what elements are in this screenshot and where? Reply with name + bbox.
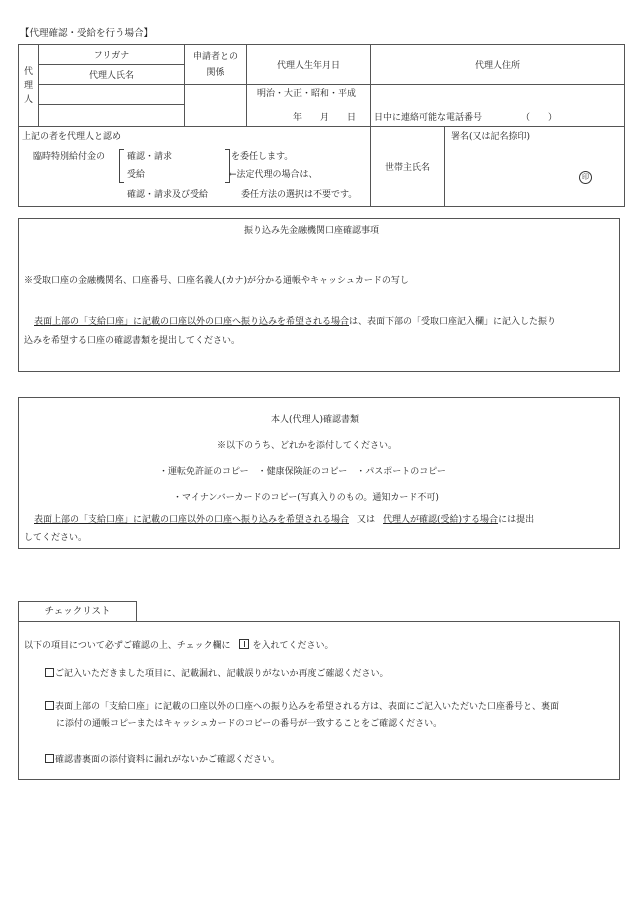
option-receive[interactable]: 受給 bbox=[127, 170, 146, 180]
checkbox-item-2[interactable] bbox=[45, 701, 54, 710]
id-box-subtitle: ※以下のうち、どれかを添付してください。 bbox=[217, 441, 398, 451]
appoint-intro: 上記の者を代理人と認め bbox=[22, 132, 122, 142]
agent-info-table bbox=[18, 44, 625, 207]
furigana-header: フリガナ bbox=[39, 45, 185, 65]
checklist-item-2 bbox=[45, 701, 559, 712]
relationship-text: 申請者との 関係 bbox=[192, 51, 238, 78]
agent-side-text: 代 理 人 bbox=[23, 66, 33, 105]
phone-label: 日中に連絡可能な電話番号 bbox=[374, 113, 483, 123]
birthdate-field[interactable] bbox=[247, 85, 371, 127]
relationship-header bbox=[185, 45, 247, 85]
id-docs-line1: ・運転免許証のコピー ・健康保険証のコピー ・パスポートのコピー bbox=[159, 467, 446, 477]
birthdate-header: 代理人生年月日 bbox=[247, 45, 371, 85]
id-box-title: 本人(代理人)確認書類 bbox=[271, 415, 360, 425]
option-both[interactable]: 確認・請求及び受給 bbox=[127, 190, 209, 200]
legal-note: ←法定代理の場合は、 bbox=[229, 170, 318, 180]
checklist-box bbox=[18, 621, 620, 780]
signature-cell[interactable] bbox=[445, 127, 625, 207]
checkbox-sample-icon bbox=[239, 639, 249, 649]
relationship-field[interactable] bbox=[185, 85, 247, 127]
bank-account-box bbox=[18, 218, 620, 372]
id-cond-line1 bbox=[24, 516, 534, 525]
agent-name-field[interactable] bbox=[39, 105, 185, 127]
checkbox-item-1[interactable] bbox=[45, 668, 54, 677]
address-field[interactable] bbox=[371, 85, 625, 127]
bank-box-title: 振り込み先金融機関口座確認事項 bbox=[244, 226, 380, 236]
date-format: 年 月 日 bbox=[293, 113, 357, 123]
phone-paren: （ ） bbox=[521, 113, 558, 123]
bank-para-line1 bbox=[24, 318, 556, 327]
id-cond-b: 代理人が確認(受給)する場合 bbox=[383, 515, 499, 525]
id-cond-or: 又は bbox=[357, 515, 376, 525]
checklist-intro-post: を入れてください。 bbox=[252, 641, 334, 651]
checklist-item-2-text: 表面上部の「支給口座」に記載の口座以外の口座への振り込みを希望される方は、表面にご記入いただいた口座番号と、裏面 bbox=[55, 702, 560, 712]
no-selection-note: 委任方法の選択は不要です。 bbox=[241, 190, 358, 200]
id-docs-line2: ・マイナンバーカードのコピー(写真入りのもの。通知カード不可) bbox=[173, 493, 439, 503]
option-confirm-request[interactable]: 確認・請求 bbox=[127, 152, 173, 162]
checklist-item-1-text: ご記入いただきました項目に、記載漏れ、記載誤りがないか再度ご確認ください。 bbox=[55, 669, 389, 679]
seal-icon: 印 bbox=[579, 171, 592, 184]
bank-para-line2: 込みを希望する口座の確認書類を提出してください。 bbox=[24, 336, 241, 346]
bank-para-underlined: 表面上部の「支給口座」に記載の口座以外の口座へ振り込みを希望される場合 bbox=[34, 317, 350, 327]
signature-label: 署名(又は記名捺印) bbox=[451, 132, 531, 142]
checklist-item-3 bbox=[45, 754, 280, 765]
checkbox-item-3[interactable] bbox=[45, 754, 54, 763]
checklist-item-1 bbox=[45, 668, 389, 679]
checklist-intro-pre: 以下の項目について必ずご確認の上、チェック欄に bbox=[24, 641, 231, 651]
checklist-item-2-cont: に添付の通帳コピーまたはキャッシュカードのコピーの番号が一致することをご確認ください。 bbox=[56, 719, 443, 729]
checklist-intro bbox=[24, 639, 333, 651]
appointment-cell bbox=[19, 127, 371, 207]
checklist-tab: チェックリスト bbox=[18, 601, 137, 622]
entrust-text: を委任します。 bbox=[231, 152, 294, 162]
checklist-item-3-text: 確認書裏面の添付資料に漏れがないかご確認ください。 bbox=[55, 755, 281, 765]
left-bracket bbox=[119, 149, 124, 183]
section-title: 【代理確認・受給を行う場合】 bbox=[20, 28, 154, 39]
bank-para-rest1: は、表面下部の「受取口座記入欄」に記入した振り bbox=[349, 317, 557, 327]
agent-name-header: 代理人氏名 bbox=[39, 65, 185, 85]
agent-side-label bbox=[19, 45, 39, 127]
household-head-label: 世帯主氏名 bbox=[371, 127, 445, 207]
id-cond-a: 表面上部の「支給口座」に記載の口座以外の口座へ振り込みを希望される場合 bbox=[34, 515, 350, 525]
address-header: 代理人住所 bbox=[371, 45, 625, 85]
era-options: 明治・大正・昭和・平成 bbox=[257, 89, 357, 99]
id-cond-tail1: には提出 bbox=[498, 515, 535, 525]
id-cond-line2: してください。 bbox=[24, 533, 88, 543]
benefit-label: 臨時特別給付金の bbox=[33, 152, 106, 162]
bank-requirement: ※受取口座の金融機関名、口座番号、口座名義人(カナ)が分かる通帳やキャッシュカードの写し bbox=[24, 276, 409, 286]
furigana-field[interactable] bbox=[39, 85, 185, 105]
id-documents-box bbox=[18, 397, 620, 549]
